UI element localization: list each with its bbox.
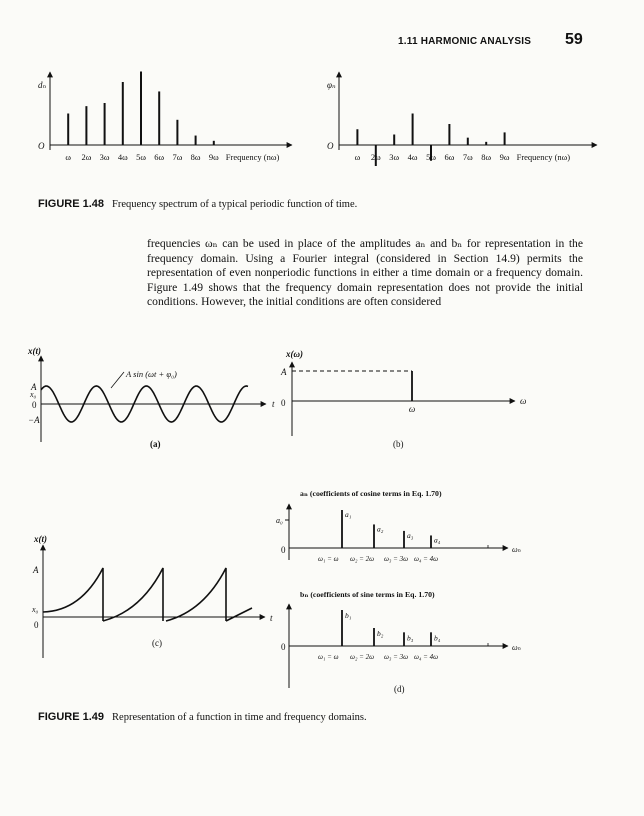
figure-148-caption [38,198,357,210]
fig149b-label-A: A [281,367,287,377]
fig149c-ylabel: x(t) [34,534,47,544]
fig149d-bottom-bar-label-2: b₂ [377,629,384,638]
fig149d-bottom-bar-label-4: b₄ [434,633,441,643]
running-header: 1.11 HARMONIC ANALYSIS [398,36,532,47]
fig148-right-tick-8: 8ω [481,152,492,162]
fig149c-label-x0: x₀ [32,605,39,614]
fig149a-label-A: A [31,382,37,392]
fig148-left-tick-6: 6ω [154,152,165,162]
fig149b-panel-label: (b) [393,439,404,449]
fig148-right-tick-9: 9ω [499,152,510,162]
fig149d-top-xaxis-label: ωₙ [512,545,521,554]
fig149b-ylabel: x(ω) [286,349,304,359]
fig149b-xaxis-label: ω [520,396,527,406]
fig148-amplitude-spectrum [38,72,292,163]
fig149a-curve-label: A sin (ωt + φ₀) [126,369,177,379]
fig149d-top-zero: 0 [281,545,286,555]
fig148-right-tick-6: 6ω [444,152,455,162]
fig149d-bottom-bar-label-3: b₃ [407,633,414,643]
fig149a-xaxis-label: t [272,399,275,409]
fig149d-bottom-title: bₙ (coefficients of sine terms in Eq. 1.70) [300,590,435,599]
fig148-left-tick-8: 8ω [190,152,201,162]
fig149c-sawtooth-curve [43,568,252,621]
fig149d-bottom-omega-2: ω₂ = 2ω [350,653,375,661]
fig149d-bottom-bar-label-1: b₁ [345,611,352,620]
fig149d-top-omega-1: ω₁ = ω [318,555,339,563]
fig149b-frequency-plot [280,349,526,449]
fig149a-label-negA: −A [28,415,40,425]
fig149c-panel-label: (c) [152,638,162,648]
fig148-left-xlabel: Frequency (nω) [225,152,280,162]
fig148-right-tick-4: 4ω [407,152,418,162]
fig149d-top-bar-label-2: a₂ [377,524,384,534]
fig149a-label-x0: x₀ [30,390,37,399]
fig149c-xaxis-label: t [270,613,273,623]
fig149c-sawtooth-plot [31,534,273,658]
fig148-left-tick-9: 9ω [208,152,219,162]
fig148-right-xlabel: Frequency (nω) [516,152,571,162]
fig149c-label-A: A [33,565,39,575]
fig149d-coefficient-plots [276,489,521,694]
figure-149-caption [38,711,367,723]
fig148-left-tick-7: 7ω [172,152,183,162]
fig148-left-origin: O [38,141,45,151]
body-paragraph [147,237,583,310]
fig149d-top-omega-4: ω₄ = 4ω [414,555,439,563]
fig149d-bottom-omega-3: ω₃ = 3ω [384,653,409,661]
figure-148-label: FIGURE 1.48 [38,198,105,210]
fig149a-panel-label: (a) [150,439,161,449]
fig149d-panel-label: (d) [394,684,405,694]
page-number: 59 [565,31,583,48]
fig148-left-tick-4: 4ω [117,152,128,162]
fig149d-bottom-omega-1: ω₁ = ω [318,653,339,661]
fig149d-top-omega-3: ω₃ = 3ω [384,555,409,563]
fig148-left-ylabel: dₙ [38,80,47,90]
figure-149-caption-text: Representation of a function in time and frequency domains. [112,712,367,723]
fig149a-sine-plot [27,346,275,449]
fig148-right-tick-5: 5ω [426,152,436,162]
fig149a-label-zero: 0 [32,400,37,410]
fig149d-top-bar-label-1: a₁ [345,510,352,519]
fig149d-top-omega-2: ω₂ = 2ω [350,555,375,563]
fig148-left-tick-1: ω [65,152,72,162]
fig148-right-ylabel: φₙ [327,80,336,90]
fig149d-top-bar-label-4: a₄ [434,535,441,545]
fig148-left-tick-2: 2ω [81,152,92,162]
fig149d-bottom-xaxis-label: ωₙ [512,643,521,652]
fig149a-ylabel: x(t) [28,346,41,356]
body-paragraph-text: frequencies ωₙ can be used in place of the amplitudes aₙ and bₙ for representation in the frequency domain. Using a Fourier integral (considered in Section 14.9) permits the representation of even nonperiodic functions in either a time domain or a frequency domain. Figure 1.49 shows that the frequency domain representation does not provide the initial conditions. However, the initial conditions are often considered [147,237,583,309]
figure-149-label: FIGURE 1.49 [38,711,105,723]
fig148-left-tick-5: 5ω [136,152,146,162]
fig148-right-tick-1: ω [354,152,361,162]
fig148-phase-spectrum [327,72,597,166]
fig148-right-tick-2: 2ω [370,152,381,162]
fig149d-top-a0: a₀ [276,516,283,525]
fig148-right-tick-7: 7ω [462,152,473,162]
fig149d-bottom-zero: 0 [281,642,286,652]
figure-148-caption-text: Frequency spectrum of a typical periodic function of time. [112,199,358,210]
fig149c-label-zero: 0 [34,620,39,630]
fig149b-tick: ω [408,404,416,414]
fig148-right-origin: O [327,141,334,151]
fig148-right-tick-3: 3ω [389,152,400,162]
fig149b-label-zero: 0 [281,398,286,408]
fig149a-callout-line [111,372,124,388]
fig148-left-tick-3: 3ω [99,152,110,162]
fig149d-top-title: aₙ (coefficients of cosine terms in Eq. 1.70) [300,489,442,498]
fig149d-top-bar-label-3: a₃ [407,530,414,540]
fig149d-bottom-omega-4: ω₄ = 4ω [414,653,439,661]
